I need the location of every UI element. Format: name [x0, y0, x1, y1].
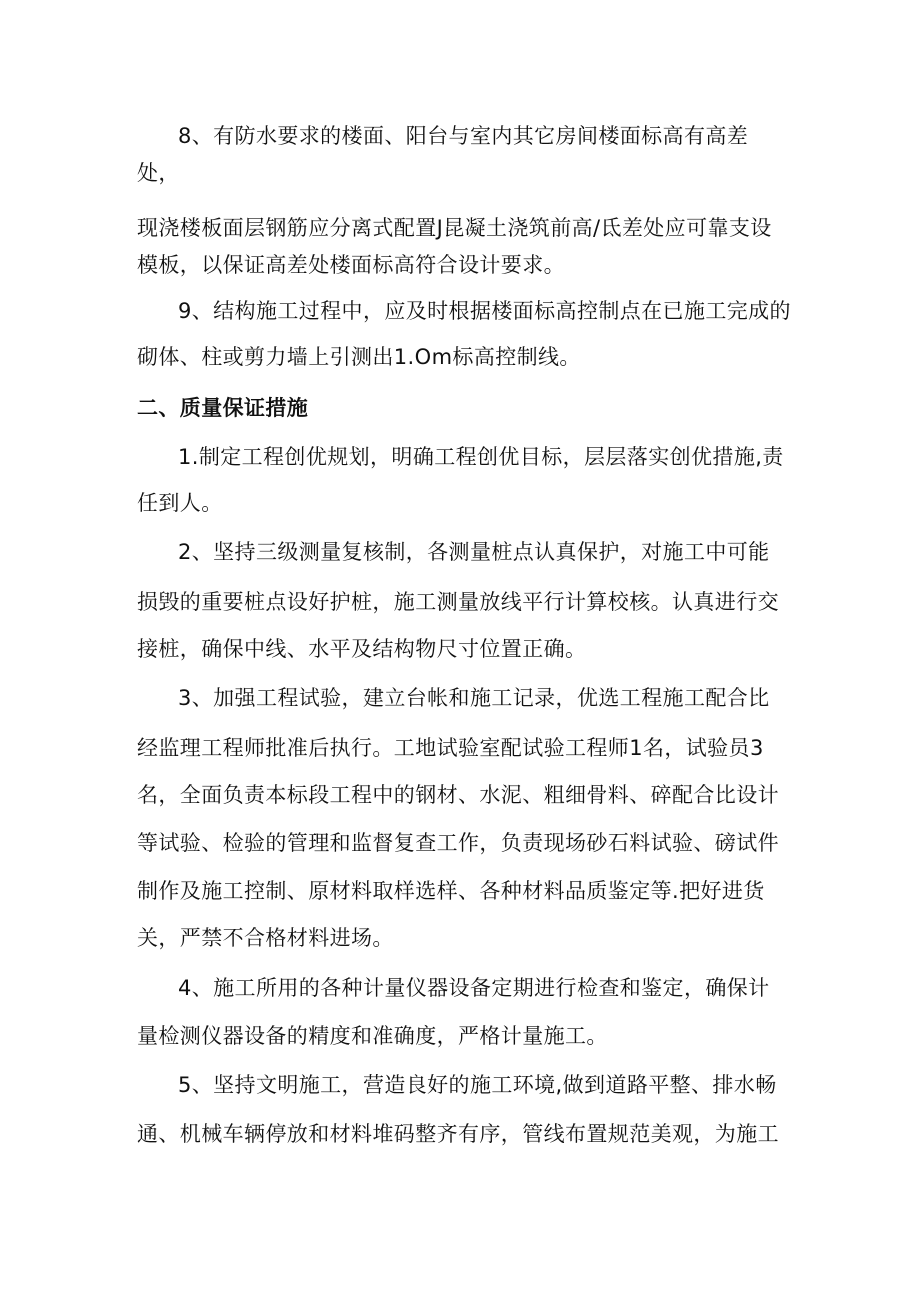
item-3-line-5: 制作及施工控制、原材料取样选样、各种材料品质鉴定等.把好进货 [137, 879, 765, 903]
item-2-line-2: 损毁的重要桩点设好护桩，施工测量放线平行计算校核。认真进行交 [137, 590, 779, 614]
item-2-line-3: 接桩，确保中线、水平及结构物尺寸位置正确。 [137, 637, 587, 661]
item-2-line-1: 2、坚持三级测量复核制，各测量桩点认真保护，对施工中可能 [178, 540, 770, 564]
item-3-line-3: 名，全面负责本标段工程中的钢材、水泥、粗细骨料、碎配合比设计 [137, 783, 779, 807]
paragraph-9-line-1: 9、结构施工过程中，应及时根据楼面标高控制点在已施工完成的 [178, 299, 791, 323]
item-5-line-1: 5、坚持文明施工，营造良好的施工环境,做到道路平整、排水畅 [178, 1073, 777, 1097]
item-3-line-6: 关，严禁不合格材料进场。 [137, 926, 394, 950]
item-1-line-1: 1.制定工程创优规划，明确工程创优目标，层层落实创优措施,责 [178, 445, 784, 469]
paragraph-8-line-4: 模板，以保证高差处楼面标高符合设计要求。 [137, 253, 565, 277]
item-3-line-1: 3、加强工程试验，建立台帐和施工记录，优选工程施工配合比 [178, 686, 770, 710]
item-4-line-2: 量检测仪器设备的精度和准确度，严格计量施工。 [137, 1024, 608, 1048]
item-5-line-2: 通、机械车辆停放和材料堆码整齐有序，管线布置规范美观，为施工 [137, 1122, 779, 1146]
item-3-line-4: 等试验、检验的管理和监督复查工作，负责现场砂石料试验、磅试件 [137, 831, 779, 855]
section-heading: 二、质量保证措施 [137, 396, 309, 420]
paragraph-8-line-3: 现浇楼板面层钢筋应分离式配置J昆凝土浇筑前高/氐差处应可靠支设 [137, 216, 772, 240]
paragraph-8-line-1: 8、有防水要求的楼面、阳台与室内其它房间楼面标高有高差 [178, 124, 749, 148]
paragraph-8-line-2: 处， [137, 161, 180, 185]
item-1-line-2: 任到人。 [137, 491, 223, 515]
item-4-line-1: 4、施工所用的各种计量仪器设备定期进行检查和鉴定，确保计 [178, 976, 770, 1000]
paragraph-9-line-2: 砌体、柱或剪力墙上引测出1.Om标高控制线。 [137, 345, 581, 369]
item-3-line-2: 经监理工程师批准后执行。工地试验室配试验工程师1名，试验员3 [137, 736, 764, 760]
